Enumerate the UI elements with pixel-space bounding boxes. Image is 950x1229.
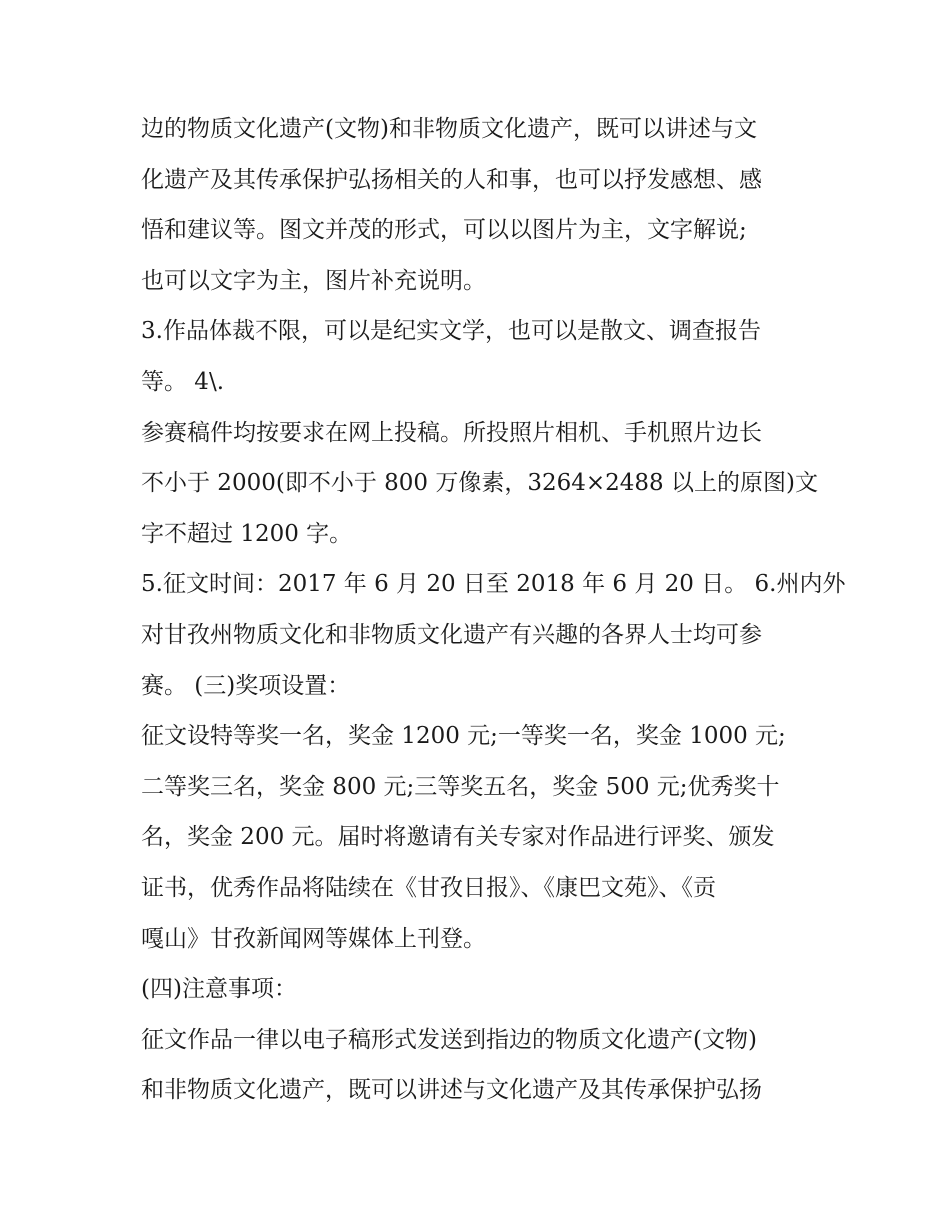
text-line: 赛。 (三)奖项设置： [141,672,351,699]
document-body [141,104,846,1116]
text-line: 5.征文时间：2017 年 6 月 20 日至 2018 年 6 月 20 日。 6.州内外 [141,571,846,598]
text-line: 3.作品体裁不限，可以是纪实文学，也可以是散文、调查报告 [141,318,761,345]
text-line: 参赛稿件均按要求在网上投稿。所投照片相机、手机照片边长 [141,419,762,446]
text-line: 证书，优秀作品将陆续在《甘孜日报》、《康巴文苑》、《贡 [141,874,716,901]
text-line: 不小于 2000(即不小于 800 万像素，3264×2488 以上的原图)文 [141,470,818,497]
text-line: 征文作品一律以电子稿形式发送到指边的物质文化遗产(文物) [141,1026,757,1053]
text-line: 等。 4\. [141,368,225,395]
text-line: 嘎山》甘孜新闻网等媒体上刊登。 [141,925,486,952]
text-line: 征文设特等奖一名，奖金 1200 元;一等奖一名，奖金 1000 元; [141,723,786,750]
text-line: 边的物质文化遗产(文物)和非物质文化遗产，既可以讲述与文 [141,116,757,142]
text-line: (四)注意事项： [141,976,297,1003]
text-line: 也可以文字为主，图片补充说明。 [141,267,486,294]
text-line: 名，奖金 200 元。届时将邀请有关专家对作品进行评奖、颁发 [141,824,775,851]
text-line: 和非物质文化遗产，既可以讲述与文化遗产及其传承保护弘扬 [141,1077,762,1104]
text-line: 字不超过 1200 字。 [141,520,353,547]
text-line: 化遗产及其传承保护弘扬相关的人和事，也可以抒发感想、感 [141,166,762,193]
text-line: 对甘孜州物质文化和非物质文化遗产有兴趣的各界人士均可参 [141,621,762,648]
text-line: 二等奖三名，奖金 800 元;三等奖五名，奖金 500 元;优秀奖十 [141,773,780,800]
text-line: 悟和建议等。图文并茂的形式，可以以图片为主，文字解说; [141,217,747,244]
